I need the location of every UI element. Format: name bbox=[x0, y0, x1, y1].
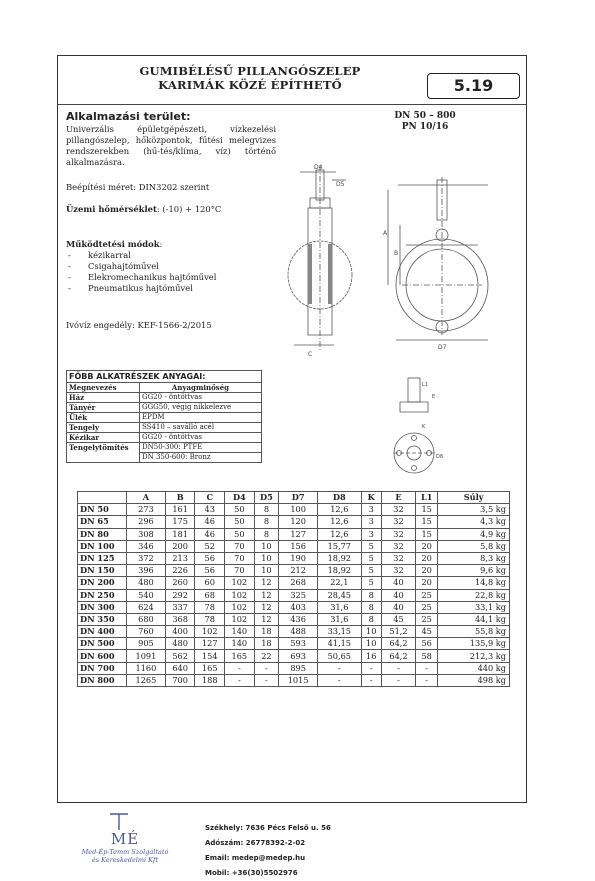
dim-value-cell: 20 bbox=[416, 565, 438, 577]
dim-col-header: D7 bbox=[279, 492, 318, 504]
table-row bbox=[78, 516, 510, 528]
dim-value-cell: 10 bbox=[254, 540, 279, 552]
dim-value-cell: 15 bbox=[416, 504, 438, 516]
mode-item: - Pneumatikus hajtóművel bbox=[66, 283, 216, 294]
company-logo bbox=[70, 812, 180, 864]
dim-value-cell: 46 bbox=[195, 528, 225, 540]
dim-value-cell: 680 bbox=[127, 613, 166, 625]
dim-value-cell: 3 bbox=[361, 516, 381, 528]
table-row bbox=[78, 528, 510, 540]
dim-col-header: D8 bbox=[318, 492, 362, 504]
dim-value-cell: - bbox=[318, 662, 362, 674]
company-name-2: és Kereskedelmi Kft bbox=[91, 856, 159, 864]
dim-value-cell: 624 bbox=[127, 601, 166, 613]
dim-value-cell: 3 bbox=[361, 504, 381, 516]
dim-value-cell: 1015 bbox=[279, 674, 318, 686]
materials-table bbox=[66, 370, 262, 463]
dim-value-cell: 8 bbox=[361, 601, 381, 613]
dn-size-cell: DN 250 bbox=[78, 589, 127, 601]
contact-tax: Adószám: 26778392-2-02 bbox=[205, 839, 306, 847]
label-d4: D4 bbox=[314, 164, 323, 171]
pn-rating: PN 10/16 bbox=[401, 122, 449, 132]
dn-size-cell: DN 800 bbox=[78, 674, 127, 686]
part-material: GG20 - öntöttvas bbox=[140, 393, 262, 403]
dim-value-cell: 5,8 kg bbox=[438, 540, 510, 552]
dim-value-cell: 188 bbox=[195, 674, 225, 686]
dim-value-cell: 5 bbox=[361, 540, 381, 552]
dim-value-cell: 8 bbox=[254, 528, 279, 540]
dim-value-cell: 480 bbox=[127, 577, 166, 589]
dim-value-cell: 154 bbox=[195, 650, 225, 662]
table-row bbox=[78, 601, 510, 613]
modes-heading: Működtetési módok bbox=[66, 239, 160, 249]
dim-value-cell: 40 bbox=[381, 601, 415, 613]
dim-value-cell: 20 bbox=[416, 540, 438, 552]
dim-value-cell: 20 bbox=[416, 552, 438, 564]
page-number: 5.19 bbox=[427, 73, 520, 99]
dim-value-cell: 102 bbox=[195, 626, 225, 638]
dim-value-cell: 5 bbox=[361, 552, 381, 564]
dim-col-header: E bbox=[381, 492, 415, 504]
dim-value-cell: 28,45 bbox=[318, 589, 362, 601]
document-title bbox=[100, 64, 400, 92]
dim-value-cell: 70 bbox=[225, 565, 255, 577]
dim-value-cell: 25 bbox=[416, 613, 438, 625]
dim-value-cell: 58 bbox=[416, 650, 438, 662]
title-line-1: GUMIBÉLÉSŰ PILLANGÓSZELEP bbox=[139, 64, 361, 78]
dn-size-cell: DN 400 bbox=[78, 626, 127, 638]
part-material: GGG50, végig nikkelezve bbox=[140, 403, 262, 413]
table-row bbox=[78, 626, 510, 638]
dim-value-cell: 56 bbox=[195, 552, 225, 564]
table-row bbox=[78, 577, 510, 589]
dim-value-cell: 403 bbox=[279, 601, 318, 613]
application-heading: Alkalmazási terület: bbox=[66, 110, 191, 123]
dn-size-cell: DN 600 bbox=[78, 650, 127, 662]
dim-value-cell: 22,8 kg bbox=[438, 589, 510, 601]
mode-item: - Elekromechanikus hajtóművel bbox=[66, 272, 216, 283]
dim-value-cell: 372 bbox=[127, 552, 166, 564]
dn-size-cell: DN 200 bbox=[78, 577, 127, 589]
table-row bbox=[67, 403, 262, 413]
operation-modes bbox=[66, 239, 216, 294]
dim-value-cell: 18 bbox=[254, 626, 279, 638]
dim-value-cell: 4,9 kg bbox=[438, 528, 510, 540]
dim-value-cell: 70 bbox=[225, 552, 255, 564]
operating-temp bbox=[66, 204, 221, 214]
dim-value-cell: 43 bbox=[195, 504, 225, 516]
contact-mobile: Mobil: +36(30)5502976 bbox=[205, 869, 298, 877]
part-name: Tányér bbox=[67, 403, 140, 413]
dim-value-cell: - bbox=[225, 662, 255, 674]
dim-value-cell: 296 bbox=[127, 516, 166, 528]
dim-value-cell: 32 bbox=[381, 504, 415, 516]
dim-value-cell: 31,6 bbox=[318, 601, 362, 613]
dim-value-cell: 40 bbox=[381, 577, 415, 589]
dim-value-cell: 640 bbox=[165, 662, 195, 674]
dim-value-cell: 102 bbox=[225, 577, 255, 589]
dim-value-cell: 56 bbox=[416, 638, 438, 650]
dim-value-cell: 540 bbox=[127, 589, 166, 601]
dim-value-cell: 41,15 bbox=[318, 638, 362, 650]
dim-col-header: Súly bbox=[438, 492, 510, 504]
label-d5: D5 bbox=[336, 181, 345, 188]
dim-value-cell: 52 bbox=[195, 540, 225, 552]
dim-value-cell: 9,6 kg bbox=[438, 565, 510, 577]
dim-value-cell: 8,3 kg bbox=[438, 552, 510, 564]
dim-value-cell: 12 bbox=[254, 577, 279, 589]
dim-value-cell: 46 bbox=[195, 516, 225, 528]
dim-value-cell: 135,9 kg bbox=[438, 638, 510, 650]
dim-value-cell: 12,6 bbox=[318, 516, 362, 528]
dim-value-cell: 396 bbox=[127, 565, 166, 577]
table-row bbox=[67, 443, 262, 453]
part-material: SS410 – saválló acél bbox=[140, 423, 262, 433]
dim-value-cell: 181 bbox=[165, 528, 195, 540]
dim-value-cell: 140 bbox=[225, 638, 255, 650]
dimensions-header-row bbox=[78, 492, 510, 504]
dim-value-cell: - bbox=[416, 662, 438, 674]
dim-value-cell: 5 bbox=[361, 577, 381, 589]
title-line-2: KARIMÁK KÖZÉ ÉPÍTHETŐ bbox=[158, 78, 342, 92]
dim-value-cell: - bbox=[381, 674, 415, 686]
dim-value-cell: 16 bbox=[361, 650, 381, 662]
modes-colon: : bbox=[159, 239, 163, 249]
dim-value-cell: 18 bbox=[254, 638, 279, 650]
dim-value-cell: 593 bbox=[279, 638, 318, 650]
part-material: DN 350-600: Bronz bbox=[140, 453, 262, 463]
part-material: DN50-300: PTFE bbox=[140, 443, 262, 453]
dim-value-cell: 308 bbox=[127, 528, 166, 540]
dim-value-cell: 120 bbox=[279, 516, 318, 528]
table-row bbox=[67, 393, 262, 403]
dim-col-header: K bbox=[361, 492, 381, 504]
dim-value-cell: 165 bbox=[195, 662, 225, 674]
dim-value-cell: 436 bbox=[279, 613, 318, 625]
dim-value-cell: 64,2 bbox=[381, 650, 415, 662]
dn-size-cell: DN 300 bbox=[78, 601, 127, 613]
table-row bbox=[78, 662, 510, 674]
contact-block bbox=[205, 821, 331, 881]
table-row bbox=[78, 613, 510, 625]
dim-value-cell: 3,5 kg bbox=[438, 504, 510, 516]
dimensions-table bbox=[77, 491, 510, 687]
dim-value-cell: 12,6 bbox=[318, 528, 362, 540]
dim-value-cell: 1091 bbox=[127, 650, 166, 662]
dn-size-cell: DN 125 bbox=[78, 552, 127, 564]
dim-value-cell: 190 bbox=[279, 552, 318, 564]
dim-value-cell: 18,92 bbox=[318, 565, 362, 577]
dim-col-header: B bbox=[165, 492, 195, 504]
label-e: E bbox=[432, 394, 436, 400]
part-material: GG20 - öntöttvas bbox=[140, 433, 262, 443]
dim-value-cell: 56 bbox=[195, 565, 225, 577]
dim-value-cell: 400 bbox=[165, 626, 195, 638]
dim-value-cell: 31,6 bbox=[318, 613, 362, 625]
dim-value-cell: 12 bbox=[254, 613, 279, 625]
dim-value-cell: 32 bbox=[381, 540, 415, 552]
dn-size-cell: DN 100 bbox=[78, 540, 127, 552]
dim-value-cell: 45 bbox=[381, 613, 415, 625]
dim-value-cell: 50,65 bbox=[318, 650, 362, 662]
table-row bbox=[67, 433, 262, 443]
dim-value-cell: 346 bbox=[127, 540, 166, 552]
label-a: A bbox=[383, 230, 388, 237]
dim-value-cell: 895 bbox=[279, 662, 318, 674]
dim-value-cell: 212,3 kg bbox=[438, 650, 510, 662]
mode-item: - Csigahajtóművel bbox=[66, 261, 216, 272]
dim-value-cell: 10 bbox=[254, 565, 279, 577]
table-row bbox=[78, 504, 510, 516]
dim-value-cell: 102 bbox=[225, 589, 255, 601]
install-size: Beépítési méret: DIN3202 szerint bbox=[66, 182, 210, 192]
dim-value-cell: - bbox=[361, 674, 381, 686]
dim-value-cell: 325 bbox=[279, 589, 318, 601]
dim-value-cell: 15 bbox=[416, 528, 438, 540]
table-row bbox=[78, 589, 510, 601]
table-row bbox=[78, 674, 510, 686]
label-b: B bbox=[394, 250, 399, 257]
dim-value-cell: 50 bbox=[225, 528, 255, 540]
dn-range: DN 50 – 800 bbox=[394, 111, 456, 121]
dim-value-cell: 268 bbox=[279, 577, 318, 589]
dim-value-cell: - bbox=[381, 662, 415, 674]
dim-value-cell: 15,77 bbox=[318, 540, 362, 552]
dim-value-cell: 693 bbox=[279, 650, 318, 662]
dim-value-cell: 127 bbox=[279, 528, 318, 540]
dn-pn-block bbox=[365, 111, 485, 133]
dim-value-cell: 562 bbox=[165, 650, 195, 662]
dim-value-cell: - bbox=[318, 674, 362, 686]
valve-front-drawing bbox=[378, 175, 508, 355]
label-l1: L1 bbox=[422, 382, 428, 388]
dim-value-cell: 905 bbox=[127, 638, 166, 650]
part-material: EPDM bbox=[140, 413, 262, 423]
dim-value-cell: 32 bbox=[381, 552, 415, 564]
dim-value-cell: 156 bbox=[279, 540, 318, 552]
dim-value-cell: - bbox=[361, 662, 381, 674]
dim-value-cell: 4,3 kg bbox=[438, 516, 510, 528]
dim-value-cell: 8 bbox=[254, 516, 279, 528]
dim-value-cell: 480 bbox=[165, 638, 195, 650]
dim-value-cell: - bbox=[254, 662, 279, 674]
dim-value-cell: 45 bbox=[416, 626, 438, 638]
dim-value-cell: 32 bbox=[381, 516, 415, 528]
drinking-water-permit: Ivóvíz engedély: KEF-1566-2/2015 bbox=[66, 320, 212, 330]
label-d8: D8 bbox=[436, 454, 444, 460]
part-name: Ház bbox=[67, 393, 140, 403]
dim-value-cell: 32 bbox=[381, 565, 415, 577]
dim-value-cell: 760 bbox=[127, 626, 166, 638]
company-name-1: Med-Ép-Temm Szolgáltató bbox=[81, 848, 169, 856]
dim-value-cell: - bbox=[416, 674, 438, 686]
dim-value-cell: 102 bbox=[225, 613, 255, 625]
dim-value-cell: 10 bbox=[361, 626, 381, 638]
label-d7: D7 bbox=[438, 344, 447, 351]
dim-col-header: D4 bbox=[225, 492, 255, 504]
dim-value-cell: 12 bbox=[254, 601, 279, 613]
temp-label: Üzemi hőmérséklet bbox=[66, 204, 157, 214]
dim-col-header: L1 bbox=[416, 492, 438, 504]
dim-value-cell: 127 bbox=[195, 638, 225, 650]
table-row bbox=[78, 565, 510, 577]
col-name-header: Megnevezés bbox=[67, 383, 140, 393]
contact-email[interactable]: Email: medep@medep.hu bbox=[205, 854, 306, 862]
dim-value-cell: 212 bbox=[279, 565, 318, 577]
table-row bbox=[78, 540, 510, 552]
dim-value-cell: 440 kg bbox=[438, 662, 510, 674]
dim-value-cell: 25 bbox=[416, 601, 438, 613]
contact-hq: Székhely: 7636 Pécs Felső u. 56 bbox=[205, 824, 331, 832]
dim-value-cell: 292 bbox=[165, 589, 195, 601]
dim-value-cell: 20 bbox=[416, 577, 438, 589]
dim-value-cell: 368 bbox=[165, 613, 195, 625]
dim-value-cell: 260 bbox=[165, 577, 195, 589]
dim-value-cell: 25 bbox=[416, 589, 438, 601]
table-row bbox=[67, 413, 262, 423]
dim-value-cell: 5 bbox=[361, 565, 381, 577]
application-description: Univerzális épületgépészeti, vízkezelési pillangószelep, hőközpontok, fűtési melegvizes rendszerekben (hű-tés/klíma, víz) történő alkalmazásra. bbox=[66, 124, 276, 167]
dim-value-cell: 488 bbox=[279, 626, 318, 638]
dim-value-cell: 33,1 kg bbox=[438, 601, 510, 613]
dim-value-cell: 175 bbox=[165, 516, 195, 528]
dim-value-cell: 68 bbox=[195, 589, 225, 601]
dim-value-cell: 140 bbox=[225, 626, 255, 638]
dim-col-header: A bbox=[127, 492, 166, 504]
dim-value-cell: 10 bbox=[254, 552, 279, 564]
temp-value: : (-10) + 120°C bbox=[156, 204, 222, 214]
dim-value-cell: 22,1 bbox=[318, 577, 362, 589]
table-row bbox=[78, 638, 510, 650]
dim-value-cell: 226 bbox=[165, 565, 195, 577]
dim-value-cell: 12 bbox=[254, 589, 279, 601]
dim-value-cell: 12,6 bbox=[318, 504, 362, 516]
dim-value-cell: 55,8 kg bbox=[438, 626, 510, 638]
logo-letters: MÉ bbox=[110, 830, 140, 848]
dim-value-cell: 8 bbox=[361, 613, 381, 625]
dim-value-cell: 64,2 bbox=[381, 638, 415, 650]
dim-value-cell: 1160 bbox=[127, 662, 166, 674]
col-material-header: Anyagminőség bbox=[140, 383, 262, 393]
header-divider bbox=[57, 104, 527, 105]
label-c: C bbox=[308, 351, 313, 358]
materials-caption: FŐBB ALKATRÉSZEK ANYAGAI: bbox=[67, 371, 262, 383]
dim-value-cell: 8 bbox=[361, 589, 381, 601]
logo-mark-graphic bbox=[70, 812, 180, 832]
dn-size-cell: DN 65 bbox=[78, 516, 127, 528]
dim-value-cell: 60 bbox=[195, 577, 225, 589]
part-name: Kézikar bbox=[67, 433, 140, 443]
part-name: Ülék bbox=[67, 413, 140, 423]
dim-value-cell: 100 bbox=[279, 504, 318, 516]
valve-section-drawing bbox=[286, 160, 366, 360]
dim-value-cell: 8 bbox=[254, 504, 279, 516]
dim-value-cell: 32 bbox=[381, 528, 415, 540]
dim-col-header: D5 bbox=[254, 492, 279, 504]
dn-size-cell: DN 500 bbox=[78, 638, 127, 650]
table-row bbox=[78, 650, 510, 662]
dim-value-cell: 18,92 bbox=[318, 552, 362, 564]
dim-value-cell: 161 bbox=[165, 504, 195, 516]
dn-size-cell: DN 50 bbox=[78, 504, 127, 516]
dn-size-cell: DN 350 bbox=[78, 613, 127, 625]
dim-value-cell: 15 bbox=[416, 516, 438, 528]
dim-value-cell: 165 bbox=[225, 650, 255, 662]
dim-value-cell: 22 bbox=[254, 650, 279, 662]
table-row bbox=[78, 552, 510, 564]
dim-value-cell: 78 bbox=[195, 601, 225, 613]
dim-value-cell: 44,1 kg bbox=[438, 613, 510, 625]
dim-value-cell: 700 bbox=[165, 674, 195, 686]
dn-size-cell: DN 700 bbox=[78, 662, 127, 674]
dim-value-cell: 213 bbox=[165, 552, 195, 564]
dn-size-cell: DN 150 bbox=[78, 565, 127, 577]
dim-value-cell: 273 bbox=[127, 504, 166, 516]
dim-value-cell: 102 bbox=[225, 601, 255, 613]
dn-size-cell: DN 80 bbox=[78, 528, 127, 540]
dim-col-header-blank bbox=[78, 492, 127, 504]
part-name: Tengely bbox=[67, 423, 140, 433]
dim-value-cell: 51,2 bbox=[381, 626, 415, 638]
dim-value-cell: 33,15 bbox=[318, 626, 362, 638]
dim-value-cell: 70 bbox=[225, 540, 255, 552]
dim-value-cell: 10 bbox=[361, 638, 381, 650]
dim-value-cell: 200 bbox=[165, 540, 195, 552]
mode-item: - kézikarral bbox=[66, 250, 216, 261]
dim-value-cell: 50 bbox=[225, 504, 255, 516]
dim-value-cell: - bbox=[254, 674, 279, 686]
dim-value-cell: 78 bbox=[195, 613, 225, 625]
dim-value-cell: - bbox=[225, 674, 255, 686]
dim-value-cell: 1265 bbox=[127, 674, 166, 686]
dim-value-cell: 50 bbox=[225, 516, 255, 528]
label-k: K bbox=[422, 424, 426, 430]
dim-value-cell: 40 bbox=[381, 589, 415, 601]
dim-value-cell: 337 bbox=[165, 601, 195, 613]
dim-value-cell: 14,8 kg bbox=[438, 577, 510, 589]
dim-col-header: C bbox=[195, 492, 225, 504]
table-row bbox=[67, 423, 262, 433]
dim-value-cell: 3 bbox=[361, 528, 381, 540]
dim-value-cell: 498 kg bbox=[438, 674, 510, 686]
part-name: Tengelytömítés bbox=[67, 443, 140, 463]
shaft-detail-drawing bbox=[392, 368, 452, 478]
